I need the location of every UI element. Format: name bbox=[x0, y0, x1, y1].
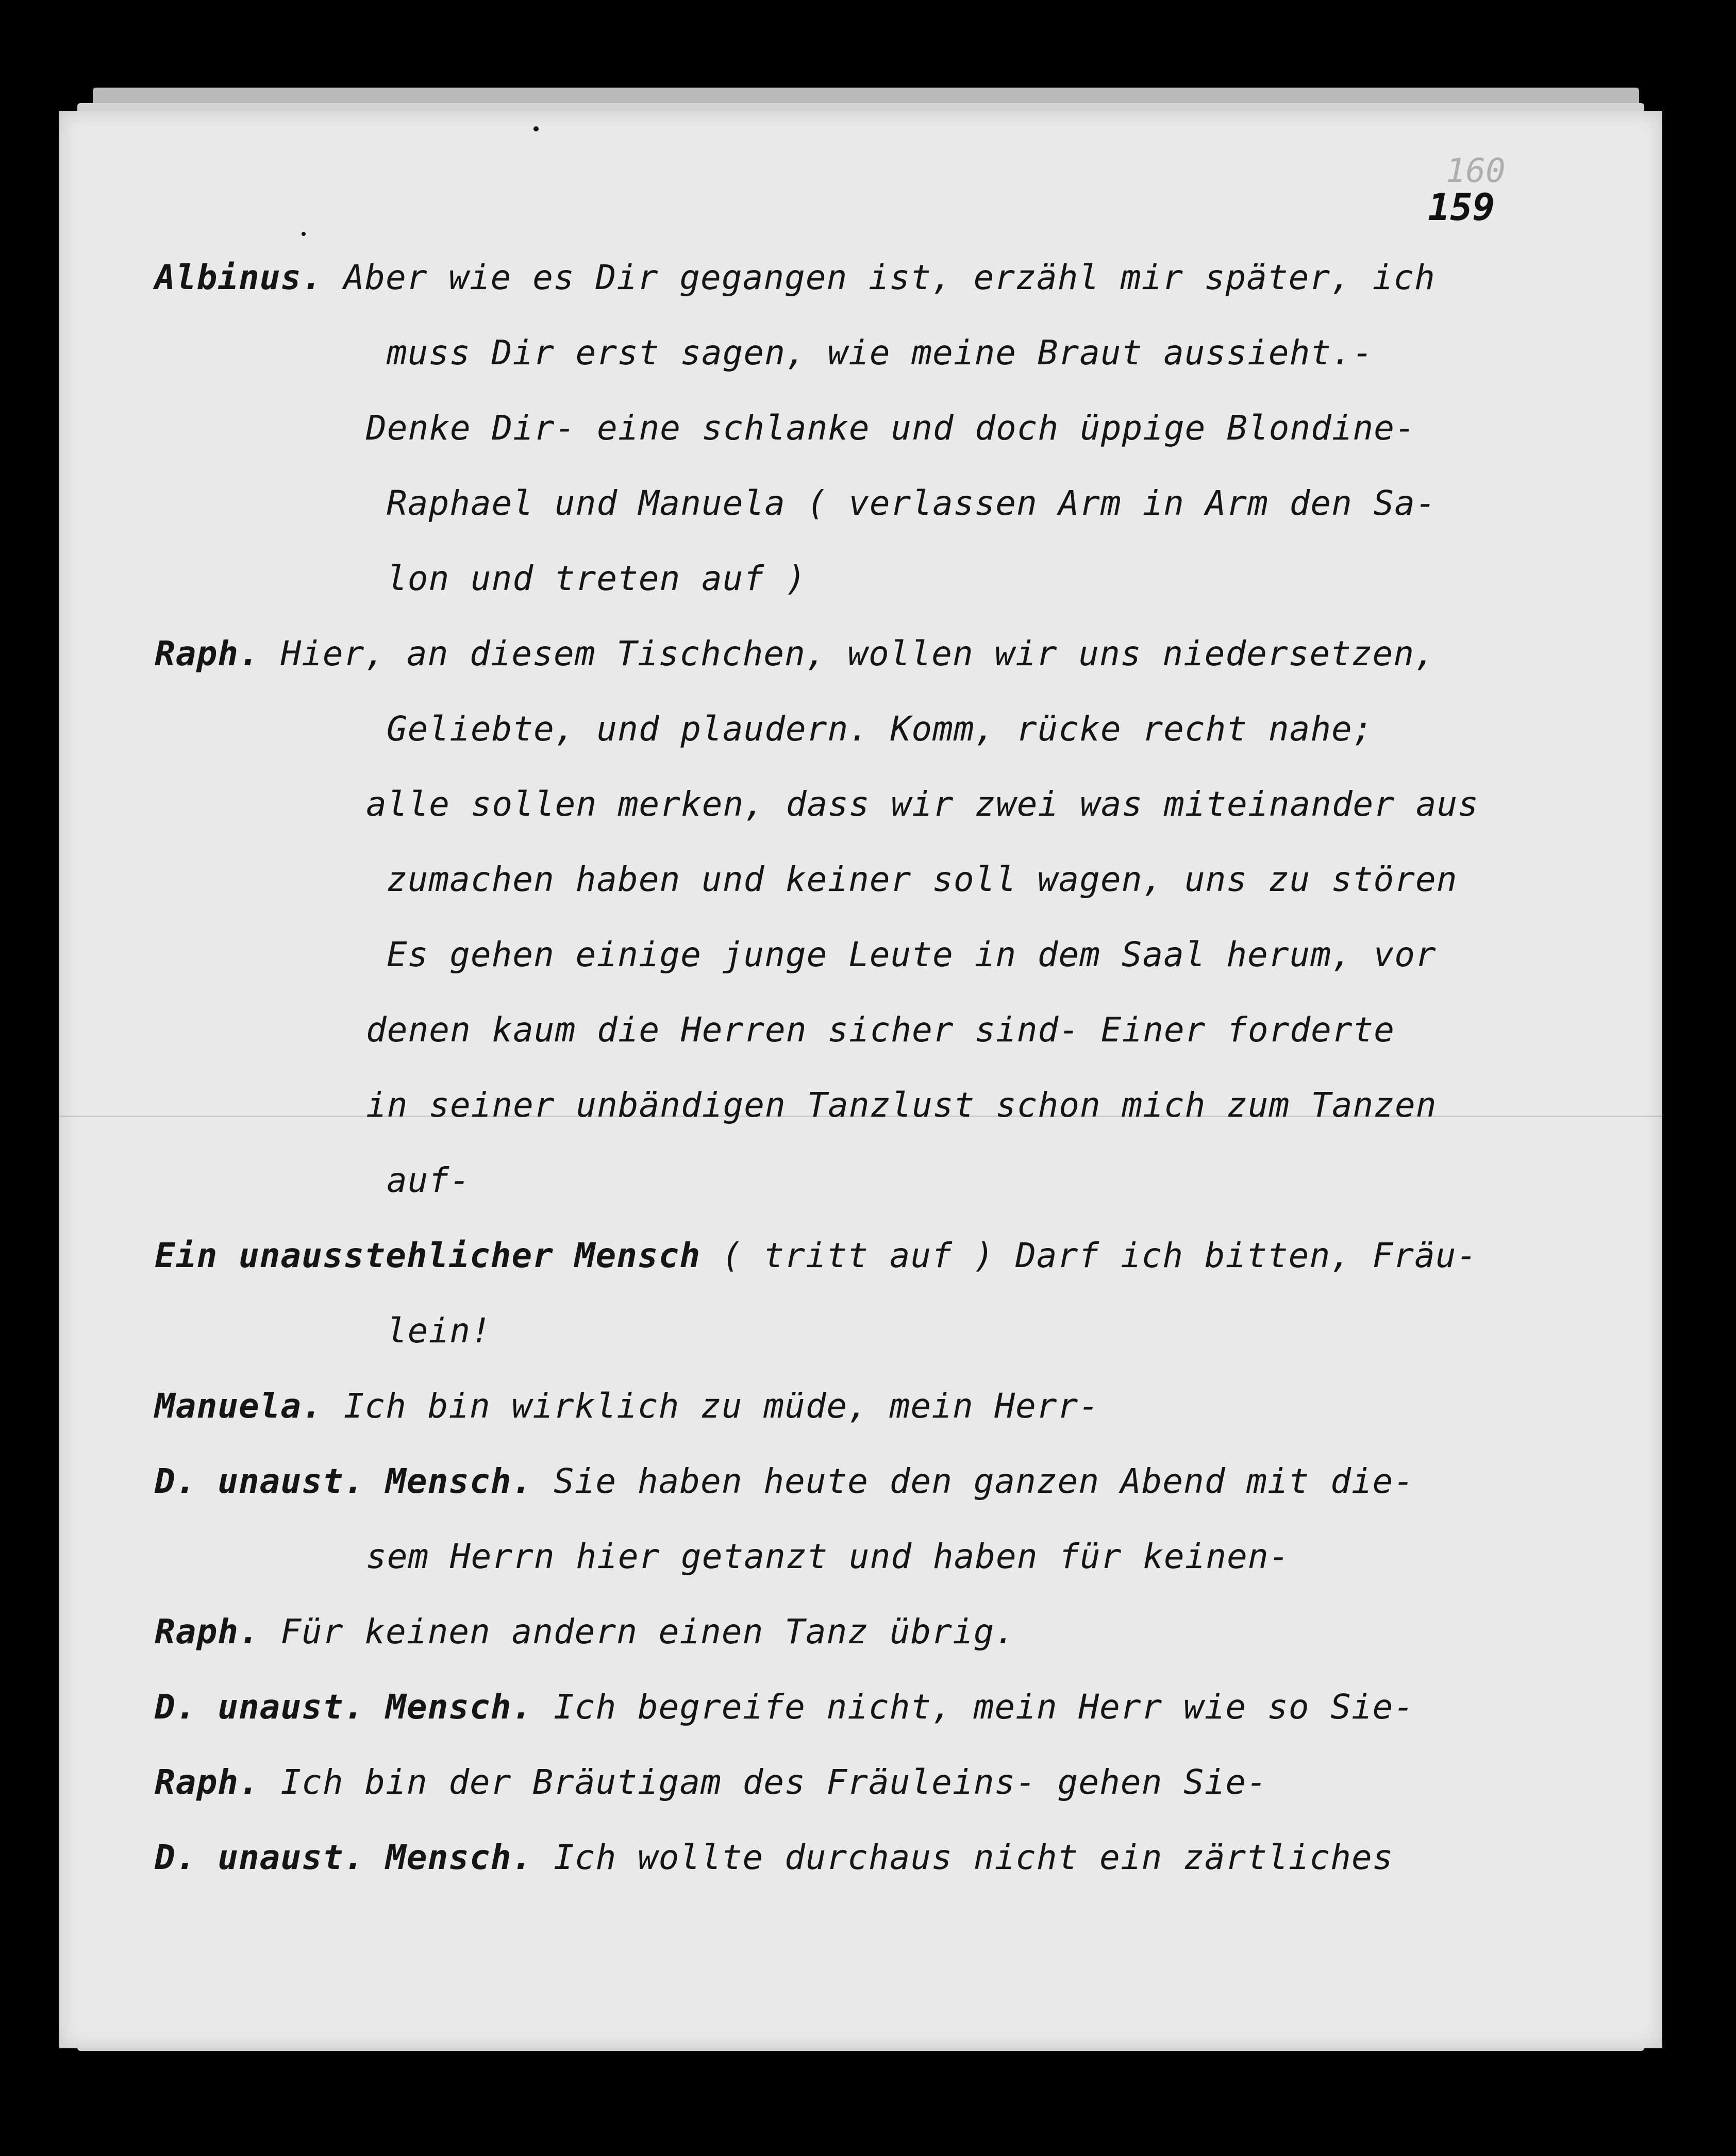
page-number-faint: 160 bbox=[1446, 152, 1506, 190]
text-line bbox=[387, 1160, 471, 1200]
line-text: lon und treten auf ) bbox=[387, 559, 807, 598]
line-text: Geliebte, und plaudern. Komm, rücke recht nahe; bbox=[387, 709, 1374, 749]
text-line bbox=[366, 1537, 1290, 1576]
text-line bbox=[387, 483, 1437, 523]
line-text: lein! bbox=[387, 1311, 492, 1351]
line-text: Hier, an diesem Tischchen, wollen wir uns niedersetzen, bbox=[280, 634, 1435, 673]
line-text: Ich bin wirklich zu müde, mein Herr- bbox=[343, 1386, 1100, 1426]
line-text: ( tritt auf ) Darf ich bitten, Fräu- bbox=[721, 1236, 1478, 1275]
line-text: Ich bin der Bräutigam des Fräuleins- gehen Sie- bbox=[280, 1762, 1267, 1802]
text-line bbox=[387, 860, 1458, 899]
line-text: auf- bbox=[387, 1160, 471, 1200]
text-line bbox=[155, 258, 1435, 297]
line-text: denen kaum die Herren sicher sind- Einer forderte bbox=[366, 1010, 1395, 1050]
speaker-name: Manuela. bbox=[155, 1386, 323, 1426]
text-line bbox=[387, 559, 807, 598]
line-text: Ich wollte durchaus nicht ein zärtliches bbox=[554, 1838, 1394, 1877]
text-line bbox=[155, 634, 1435, 673]
line-text: muss Dir erst sagen, wie meine Braut aussieht.- bbox=[387, 333, 1374, 373]
line-text: Es gehen einige junge Leute in dem Saal herum, vor bbox=[387, 935, 1437, 974]
line-text: zumachen haben und keiner soll wagen, uns zu stören bbox=[387, 860, 1458, 899]
text-line bbox=[366, 408, 1416, 448]
text-line bbox=[366, 1085, 1437, 1125]
speaker-name: Ein unausstehlicher Mensch bbox=[155, 1236, 701, 1275]
page-number: 159 bbox=[1428, 186, 1495, 229]
text-line bbox=[155, 1687, 1414, 1727]
line-text: sem Herrn hier getanzt und haben für keinen- bbox=[366, 1537, 1290, 1576]
speaker-name: D. unaust. Mensch. bbox=[155, 1838, 533, 1877]
text-line bbox=[155, 1612, 1015, 1652]
line-text: Raphael und Manuela ( verlassen Arm in Arm den Sa- bbox=[387, 483, 1437, 523]
speaker-name: Raph. bbox=[155, 1762, 260, 1802]
text-line bbox=[387, 333, 1374, 373]
text-line bbox=[155, 1236, 1477, 1275]
text-line bbox=[155, 1461, 1414, 1501]
speaker-name: Albinus. bbox=[155, 258, 323, 297]
line-text: Für keinen andern einen Tanz übrig. bbox=[280, 1612, 1016, 1652]
ink-speck bbox=[533, 126, 539, 131]
line-text: in seiner unbändigen Tanzlust schon mich zum Tanzen bbox=[366, 1085, 1437, 1125]
line-text: Denke Dir- eine schlanke und doch üppige Blondine- bbox=[366, 408, 1416, 448]
line-text: Sie haben heute den ganzen Abend mit die- bbox=[554, 1461, 1415, 1501]
text-line bbox=[387, 935, 1437, 974]
text-line bbox=[387, 709, 1374, 749]
text-line bbox=[366, 784, 1479, 824]
text-line bbox=[155, 1838, 1393, 1877]
speaker-name: Raph. bbox=[155, 1612, 260, 1652]
text-line bbox=[366, 1010, 1395, 1050]
line-text: alle sollen merken, dass wir zwei was miteinander aus bbox=[366, 784, 1479, 824]
speaker-name: Raph. bbox=[155, 634, 260, 673]
speaker-name: D. unaust. Mensch. bbox=[155, 1687, 533, 1727]
line-text: Ich begreife nicht, mein Herr wie so Sie- bbox=[554, 1687, 1415, 1727]
text-line bbox=[387, 1311, 492, 1351]
line-text: Aber wie es Dir gegangen ist, erzähl mir später, ich bbox=[343, 258, 1435, 297]
typescript-page bbox=[59, 111, 1662, 2048]
text-line bbox=[155, 1762, 1267, 1802]
ink-speck bbox=[302, 232, 306, 236]
speaker-name: D. unaust. Mensch. bbox=[155, 1461, 533, 1501]
text-line bbox=[155, 1386, 1099, 1426]
